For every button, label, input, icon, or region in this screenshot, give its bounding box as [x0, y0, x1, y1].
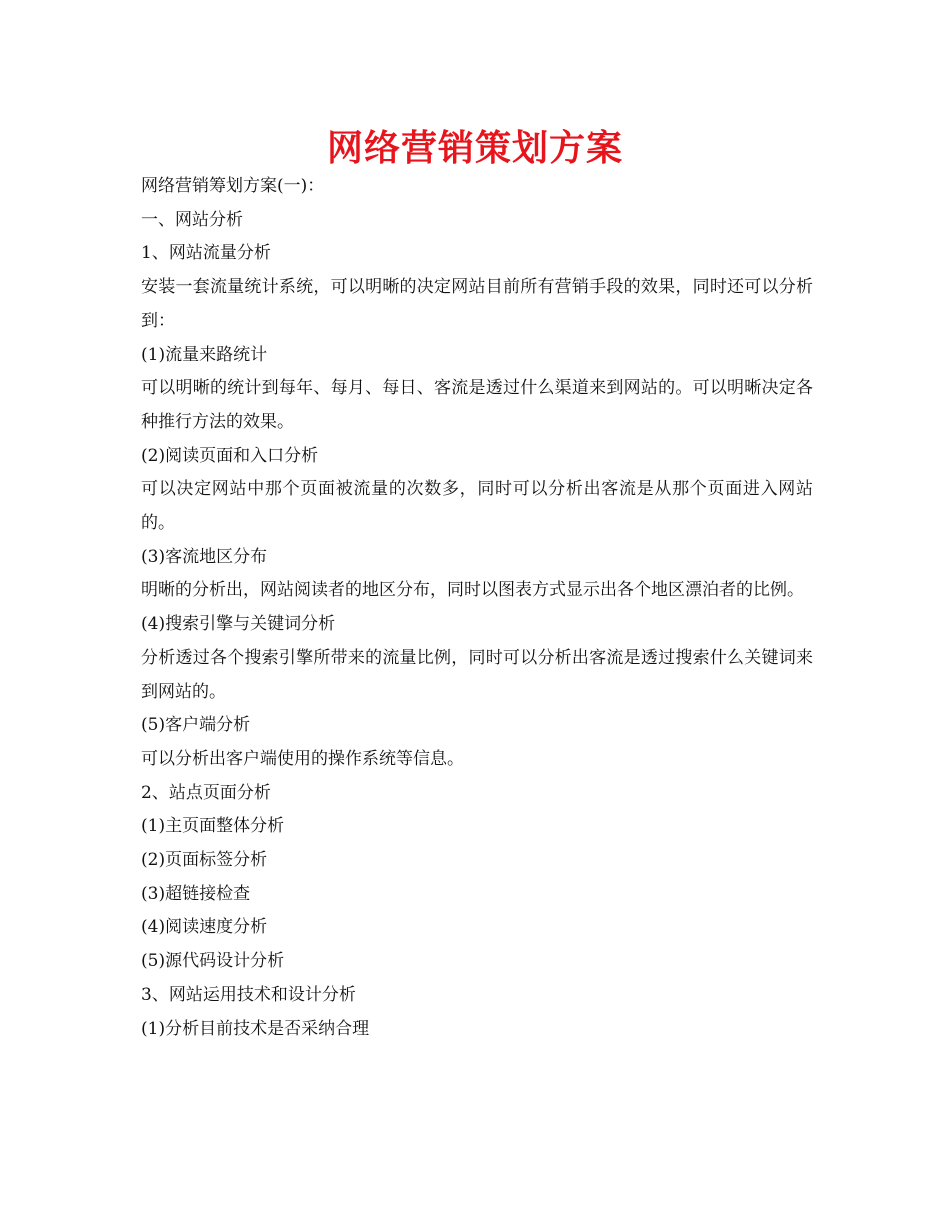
- list-item-heading: (1)流量来路统计: [141, 344, 268, 365]
- paragraph-intro: 网络营销筹划方案(一)：: [141, 176, 325, 196]
- subsection-heading-page-analysis: 2、站点页面分析: [141, 782, 271, 803]
- section-heading-website-analysis: 一、网站分析: [141, 209, 243, 230]
- list-item: (3)超链接检查: [141, 883, 251, 904]
- list-item-heading: (2)阅读页面和入口分析: [141, 445, 319, 466]
- document-body: [141, 170, 813, 1046]
- paragraph: 明晰的分析出，网站阅读者的地区分布，同时以图表方式显示出各个地区漂泊者的比例。: [141, 580, 804, 601]
- list-item: (1)分析目前技术是否采纳合理: [141, 1018, 370, 1039]
- paragraph: 分析透过各个搜索引擎所带来的流量比例，同时可以分析出客流是透过搜索什么关键词来到网站的。: [141, 647, 813, 702]
- subsection-heading-traffic-analysis: 1、网站流量分析: [141, 243, 271, 264]
- list-item-heading: (3)客流地区分布: [141, 546, 268, 567]
- list-item: (4)阅读速度分析: [141, 917, 268, 938]
- paragraph: 可以决定网站中那个页面被流量的次数多，同时可以分析出客流是从那个页面进入网站的。: [141, 479, 813, 534]
- list-item: (1)主页面整体分析: [141, 816, 285, 837]
- paragraph: 可以分析出客户端使用的操作系统等信息。: [141, 748, 464, 769]
- document-title: 网络营销策划方案: [326, 128, 623, 169]
- list-item: (5)源代码设计分析: [141, 951, 285, 972]
- subsection-heading-tech-design-analysis: 3、网站运用技术和设计分析: [141, 984, 356, 1005]
- paragraph: 安装一套流量统计系统，可以明晰的决定网站目前所有营销手段的效果，同时还可以分析到：: [141, 277, 813, 331]
- list-item-heading: (4)搜索引擎与关键词分析: [141, 614, 336, 635]
- list-item: (2)页面标签分析: [141, 850, 268, 871]
- paragraph: 可以明晰的统计到每年、每月、每日、客流是透过什么渠道来到网站的。可以明晰决定各种推行方法的效果。: [141, 378, 813, 432]
- list-item-heading: (5)客户端分析: [141, 715, 251, 736]
